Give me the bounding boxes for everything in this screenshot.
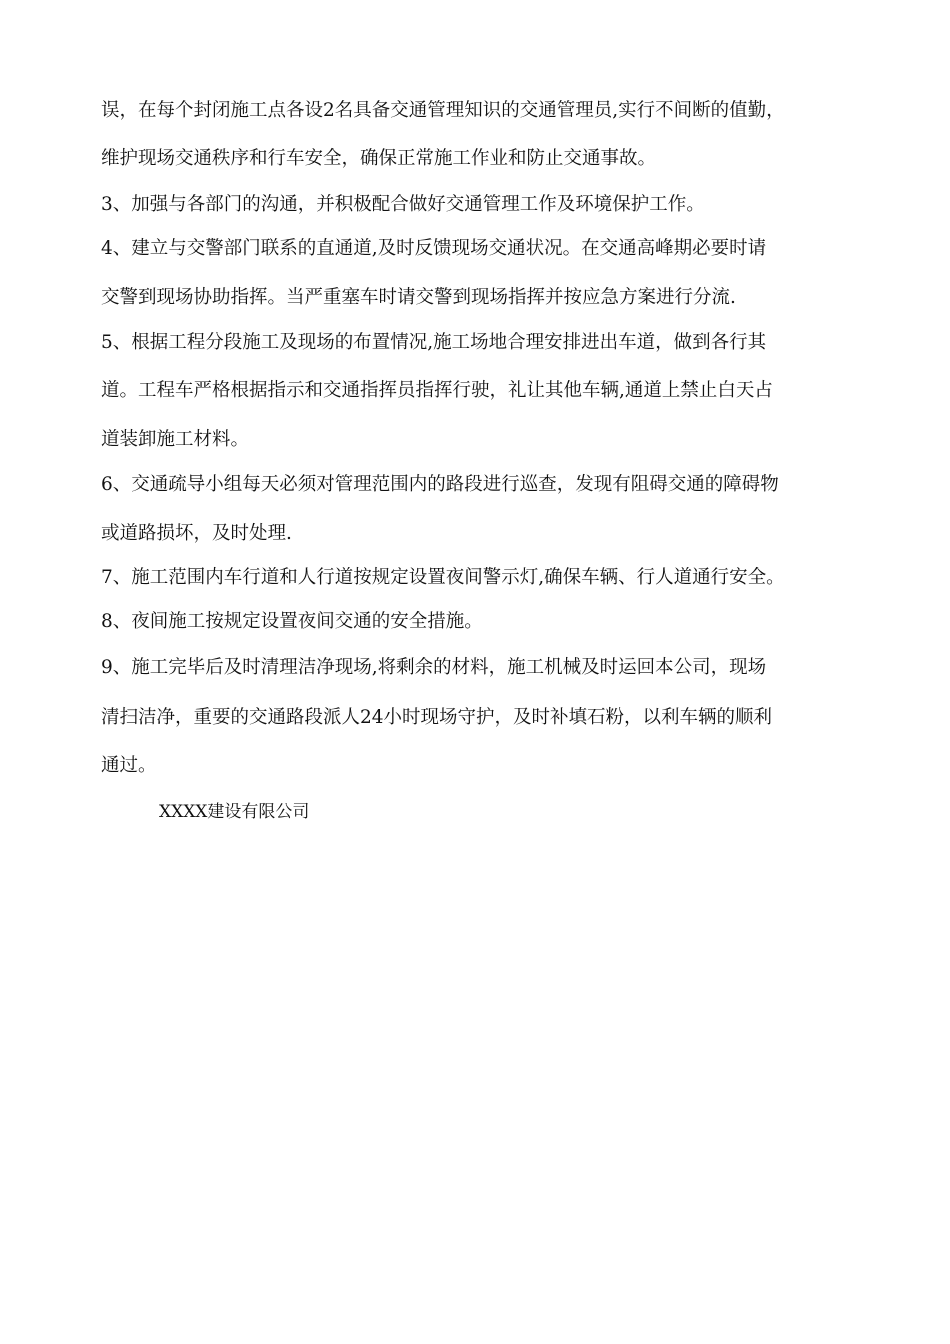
text-line: 误，在每个封闭施工点各设2名具备交通管理知识的交通管理员,实行不间断的值勤， — [101, 100, 785, 121]
text-line: 3、加强与各部门的沟通，并积极配合做好交通管理工作及环境保护工作。 — [101, 194, 705, 215]
text-line: 9、施工完毕后及时清理洁净现场,将剩余的材料，施工机械及时运回本公司，现场 — [101, 657, 767, 678]
company-signature: XXXX建设有限公司 — [159, 802, 310, 822]
text-line: 8、夜间施工按规定设置夜间交通的安全措施。 — [101, 611, 483, 632]
text-line: 道。工程车严格根据指示和交通指挥员指挥行驶，礼让其他车辆,通道上禁止白天占 — [101, 380, 773, 401]
text-line: 清扫洁净，重要的交通路段派人24小时现场守护，及时补填石粉，以利车辆的顺利 — [101, 707, 773, 728]
text-line: 7、施工范围内车行道和人行道按规定设置夜间警示灯,确保车辆、行人道通行安全。 — [101, 567, 785, 588]
text-line: 或道路损坏，及时处理. — [101, 523, 292, 544]
text-line: 4、建立与交警部门联系的直通道,及时反馈现场交通状况。在交通高峰期必要时请 — [101, 238, 767, 259]
text-line: 道装卸施工材料。 — [101, 429, 250, 450]
text-line: 5、根据工程分段施工及现场的布置情况,施工场地合理安排进出车道，做到各行其 — [101, 332, 767, 353]
text-line: 维护现场交通秩序和行车安全，确保正常施工作业和防止交通事故。 — [101, 148, 657, 169]
text-line: 6、交通疏导小组每天必须对管理范围内的路段进行巡查，发现有阻碍交通的障碍物 — [101, 474, 779, 495]
text-line: 通过。 — [101, 755, 157, 776]
text-line: 交警到现场协助指挥。当严重塞车时请交警到现场指挥并按应急方案进行分流. — [101, 287, 736, 308]
